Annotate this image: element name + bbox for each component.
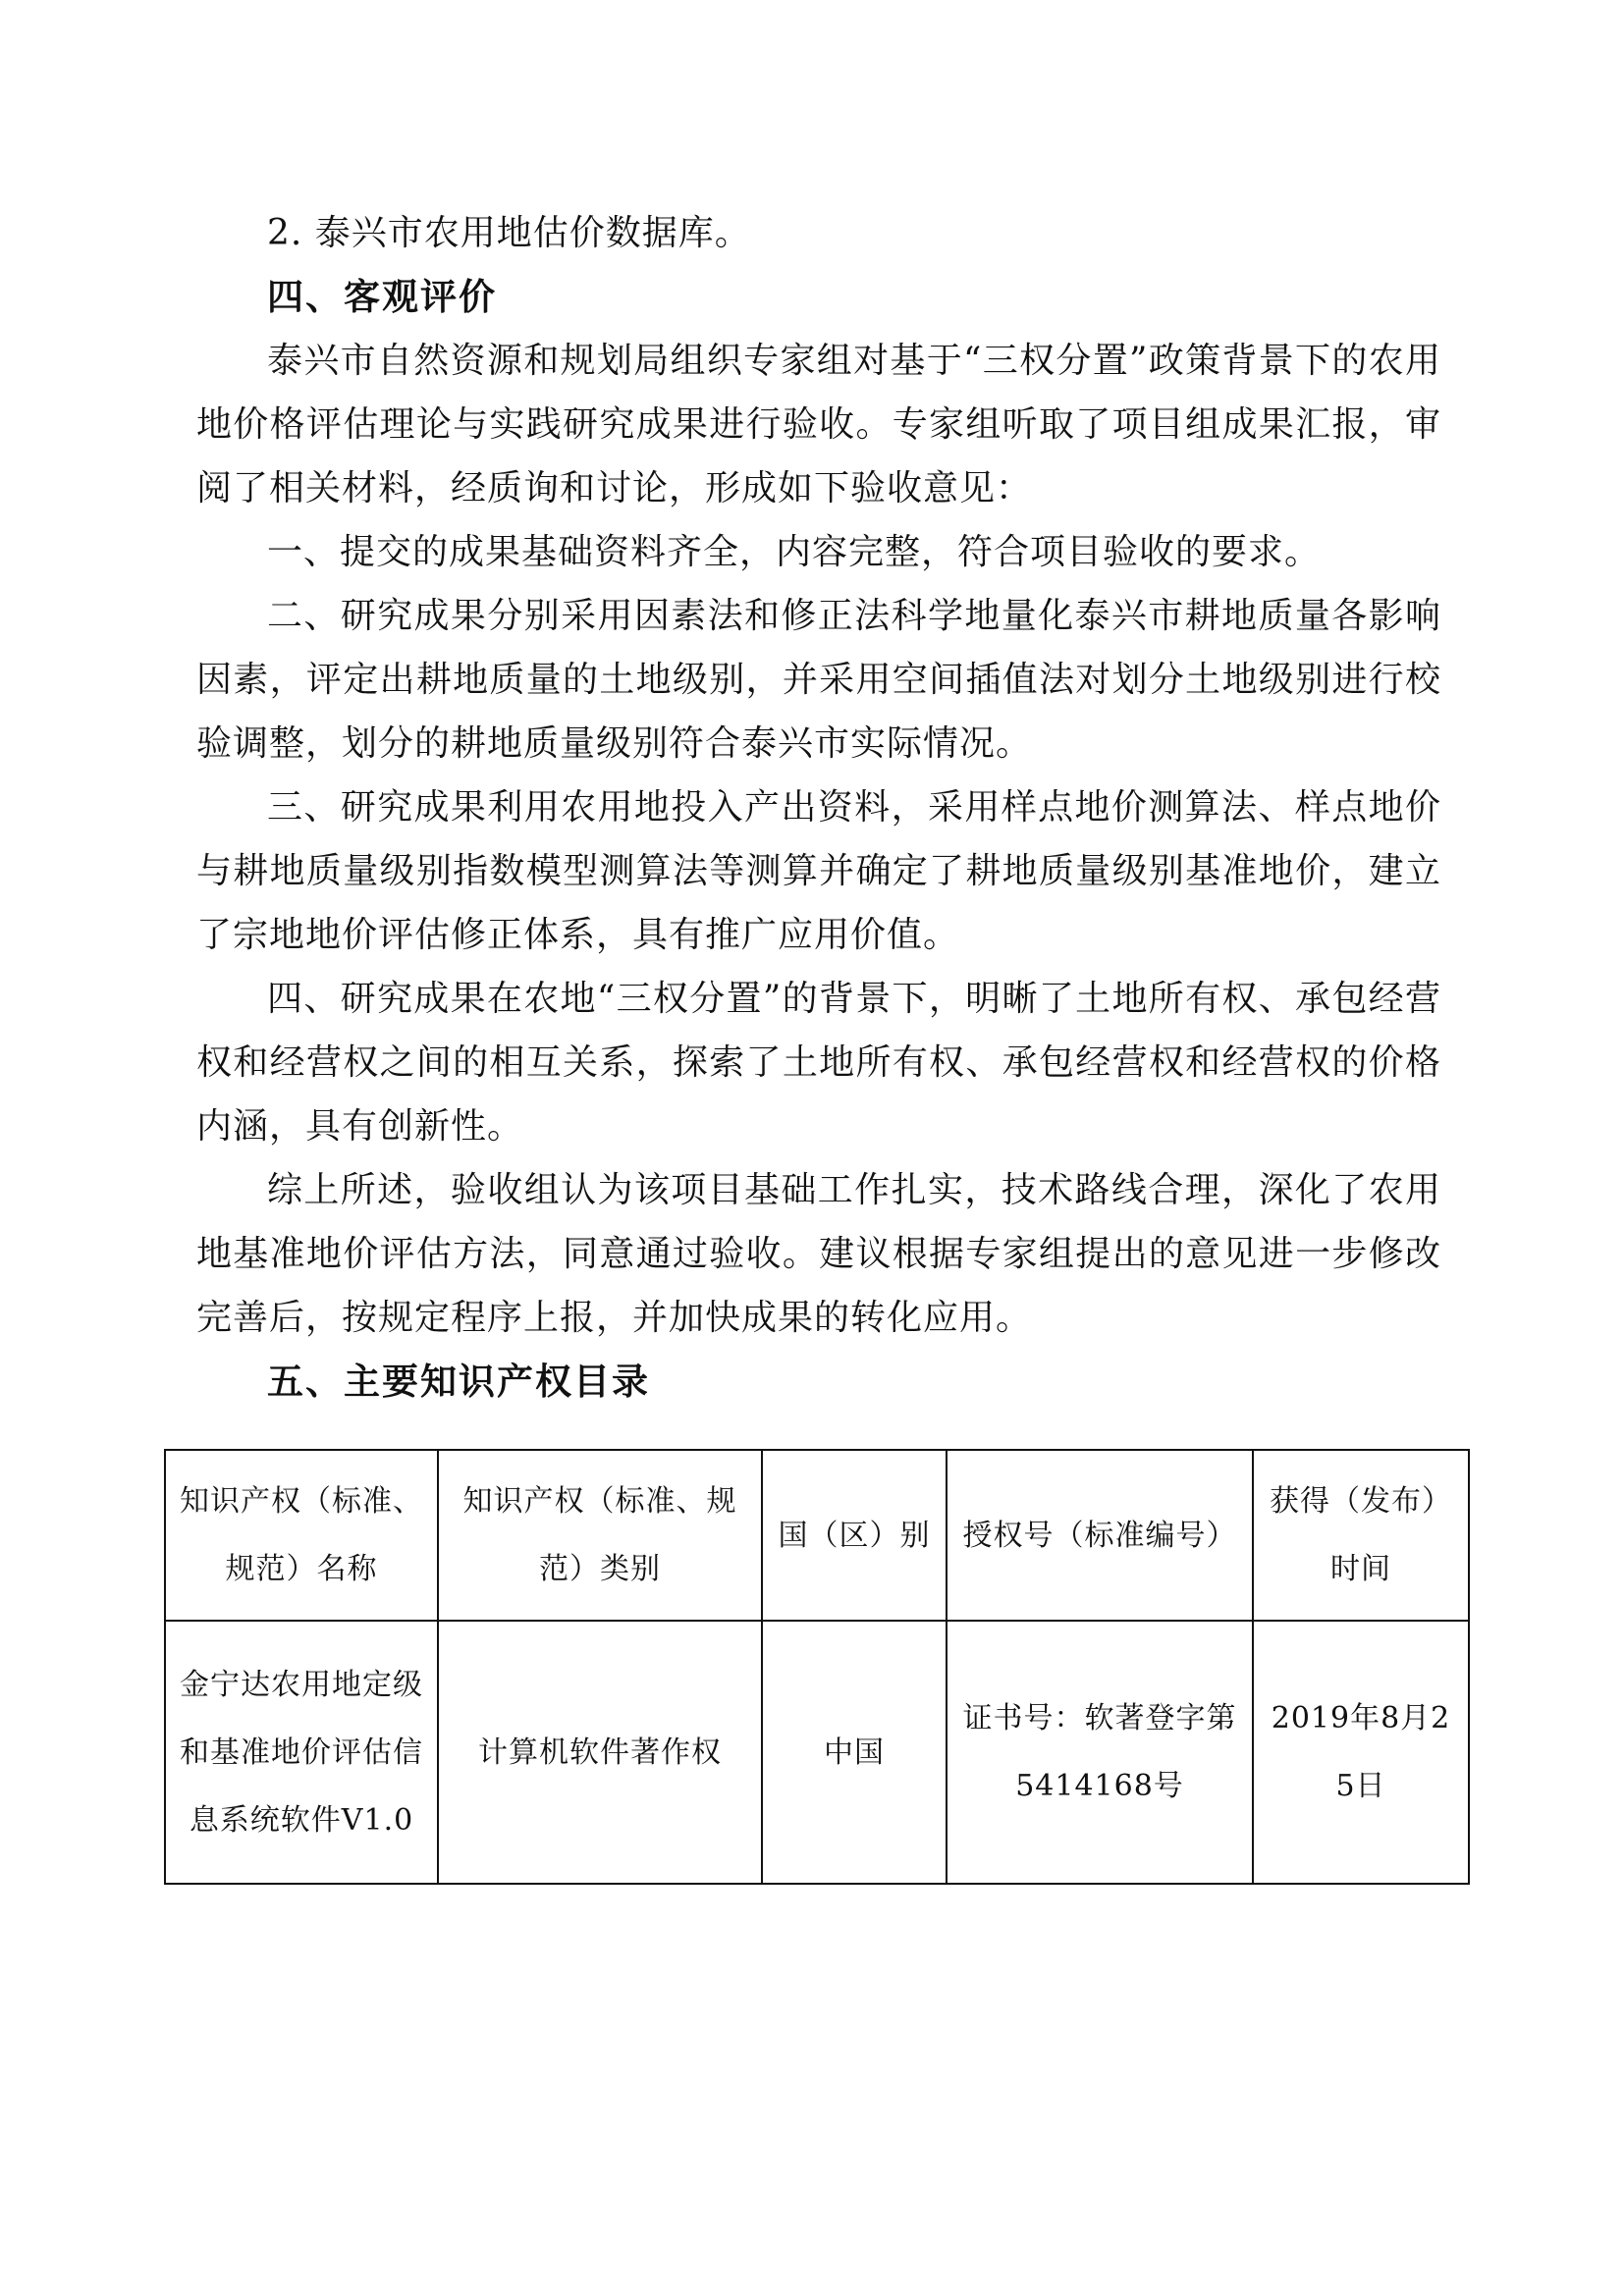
cell-country: 中国 (762, 1621, 947, 1884)
header-authorization-number: 授权号（标准编号） (947, 1450, 1253, 1621)
paragraph-opinion-4: 四、研究成果在农地“三权分置”的背景下，明晰了土地所有权、承包经营权和经营权之间的相互关系，探索了土地所有权、承包经营权和经营权的价格内涵，具有创新性。 (196, 979, 1441, 1147)
paragraph-intro: 泰兴市自然资源和规划局组织专家组对基于“三权分置”政策背景下的农用地价格评估理论与实践研究成果进行验收。专家组听取了项目组成果汇报，审阅了相关材料，经质询和讨论，形成如下验收意见： (196, 341, 1441, 508)
paragraph-opinion-3: 三、研究成果利用农用地投入产出资料，采用样点地价测算法、样点地价与耕地质量级别指数模型测算法等测算并确定了耕地质量级别基准地价，建立了宗地地价评估修正体系，具有推广应用价值。 (196, 787, 1441, 955)
paragraph-summary: 综上所述，验收组认为该项目基础工作扎实，技术路线合理，深化了农用地基准地价评估方法，同意通过验收。建议根据专家组提出的意见进一步修改完善后，按规定程序上报，并加快成果的转化应用。 (196, 1170, 1441, 1338)
cell-ip-category: 计算机软件著作权 (438, 1621, 762, 1884)
paragraph-opinion-1: 一、提交的成果基础资料齐全，内容完整，符合项目验收的要求。 (267, 532, 1322, 572)
document-body (196, 201, 1441, 1414)
header-ip-name: 知识产权（标准、规范）名称 (165, 1450, 438, 1621)
section-heading-objective-evaluation: 四、客观评价 (267, 276, 497, 318)
table-row (165, 1621, 1469, 1884)
section-heading-ip-catalog: 五、主要知识产权目录 (267, 1361, 650, 1403)
cell-date: 2019年8月25日 (1253, 1621, 1469, 1884)
ip-catalog-table (164, 1449, 1470, 1885)
paragraph-opinion-2: 二、研究成果分别采用因素法和修正法科学地量化泰兴市耕地质量各影响因素，评定出耕地质量的土地级别，并采用空间插值法对划分土地级别进行校验调整，划分的耕地质量级别符合泰兴市实际情况。 (196, 596, 1441, 764)
cell-ip-name: 金宁达农用地定级和基准地价评估信息系统软件V1.0 (165, 1621, 438, 1884)
list-item-2: 2. 泰兴市农用地估价数据库。 (267, 213, 751, 253)
header-country: 国（区）别 (762, 1450, 947, 1621)
header-date: 获得（发布）时间 (1253, 1450, 1469, 1621)
table-header-row (165, 1450, 1469, 1621)
cell-authorization-number: 证书号：软著登字第5414168号 (947, 1621, 1253, 1884)
header-ip-category: 知识产权（标准、规范）类别 (438, 1450, 762, 1621)
